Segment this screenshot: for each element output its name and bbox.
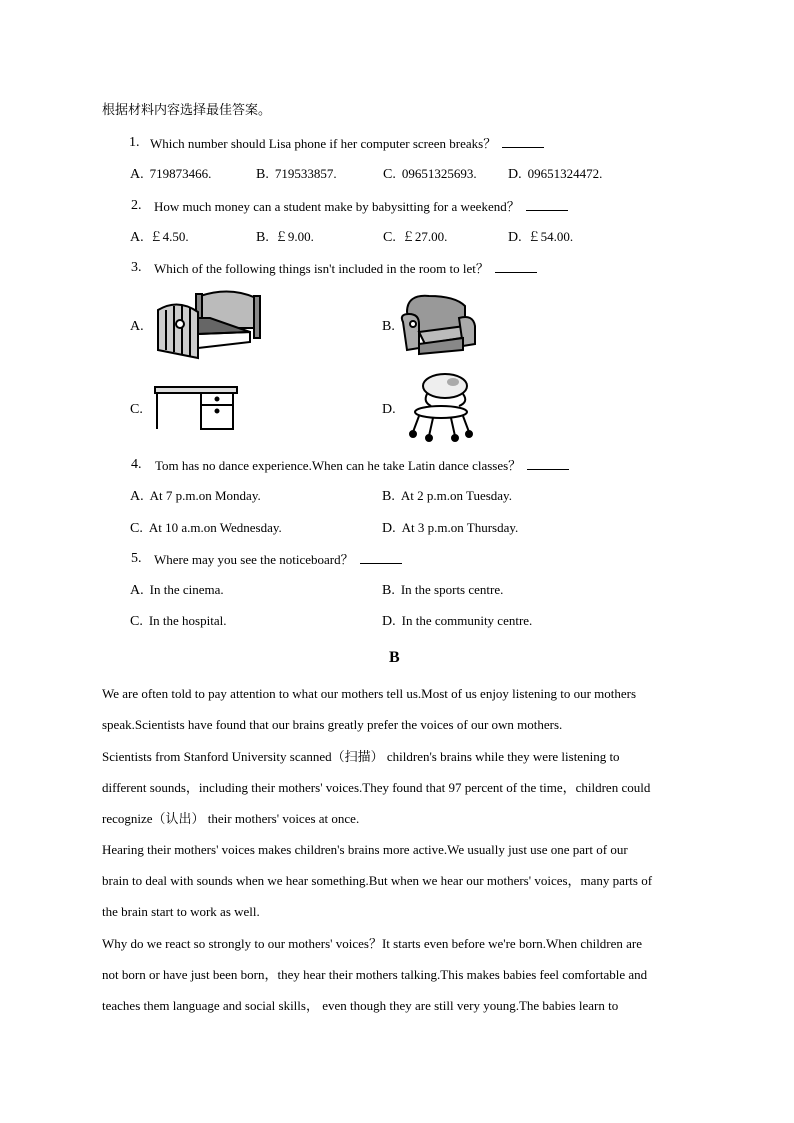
option[interactable]: B. In the sports centre. xyxy=(382,582,504,598)
option[interactable]: B. ￡9.00. xyxy=(256,229,314,245)
question-text: Tom has no dance experience.When can he take Latin dance classes？ xyxy=(155,457,569,474)
option[interactable]: C. 09651325693. xyxy=(383,166,477,182)
question-text: How much money can a student make by babysitting for a weekend？ xyxy=(154,198,568,215)
answer-blank[interactable] xyxy=(526,198,568,211)
passage-line: We are often told to pay attention to what our mothers tell us.Most of us enjoy listening to our mothers xyxy=(102,686,637,701)
option[interactable]: A. In the cinema. xyxy=(130,582,224,598)
armchair-icon xyxy=(399,292,479,358)
option[interactable]: C. At 10 a.m.on Wednesday. xyxy=(130,520,282,536)
passage-line: not born or have just been born，they hear their mothers talking.This makes babies feel comfortable and xyxy=(102,967,648,982)
passage-line: Hearing their mothers' voices makes children's brains more active.We usually just use one part of our xyxy=(102,842,628,857)
passage-line: brain to deal with sounds when we hear something.But when we hear our mothers' voices，many parts of xyxy=(102,873,653,888)
option[interactable]: D. xyxy=(382,402,396,417)
option[interactable]: B. xyxy=(382,319,395,334)
question-number: 2. xyxy=(131,198,142,213)
option[interactable]: A. ￡4.50. xyxy=(130,229,189,245)
option[interactable]: D. In the community centre. xyxy=(382,613,533,629)
option[interactable]: D. ￡54.00. xyxy=(508,229,574,245)
question-text: Which of the following things isn't included in the room to let？ xyxy=(154,260,537,277)
bed-icon xyxy=(152,288,264,360)
option[interactable]: B. At 2 p.m.on Tuesday. xyxy=(382,488,512,504)
option[interactable]: C. ￡27.00. xyxy=(383,229,448,245)
passage-line: Why do we react so strongly to our mothers' voices？It starts even before we're born.When children are xyxy=(102,936,643,951)
question-number: 5. xyxy=(131,551,142,566)
option[interactable]: A. 719873466. xyxy=(130,166,212,182)
passage-line: recognize（认出） their mothers' voices at once. xyxy=(102,811,360,826)
section-heading: B xyxy=(389,649,400,666)
answer-blank[interactable] xyxy=(360,551,402,564)
question-text: Which number should Lisa phone if her computer screen breaks？ xyxy=(150,135,544,152)
passage-line: teaches them language and social skills， even though they are still very young.The babies learn to xyxy=(102,998,619,1013)
answer-blank[interactable] xyxy=(502,135,544,148)
question-number: 3. xyxy=(131,260,142,275)
passage-line: speak.Scientists have found that our brains greatly prefer the voices of our own mothers. xyxy=(102,717,563,732)
question-number: 1. xyxy=(129,135,140,150)
passage-line: the brain start to work as well. xyxy=(102,904,260,919)
answer-blank[interactable] xyxy=(527,457,569,470)
option[interactable]: A. xyxy=(130,319,144,334)
passage-line: Scientists from Stanford University scanned（扫描） children's brains while they were listening to xyxy=(102,749,620,764)
option[interactable]: D. 09651324472. xyxy=(508,166,603,182)
option[interactable]: D. At 3 p.m.on Thursday. xyxy=(382,520,519,536)
option[interactable]: C. In the hospital. xyxy=(130,613,227,629)
question-number: 4. xyxy=(131,457,142,472)
stool-icon xyxy=(405,372,475,446)
instruction: 根据材料内容选择最佳答案。 xyxy=(102,103,272,118)
answer-blank[interactable] xyxy=(495,260,537,273)
desk-icon xyxy=(153,385,239,431)
passage-line: different sounds，including their mothers' voices.They found that 97 percent of the time，children could xyxy=(102,780,651,795)
option[interactable]: C. xyxy=(130,402,143,417)
option[interactable]: B. 719533857. xyxy=(256,166,337,182)
option[interactable]: A. At 7 p.m.on Monday. xyxy=(130,488,261,504)
question-text: Where may you see the noticeboard？ xyxy=(154,551,402,568)
